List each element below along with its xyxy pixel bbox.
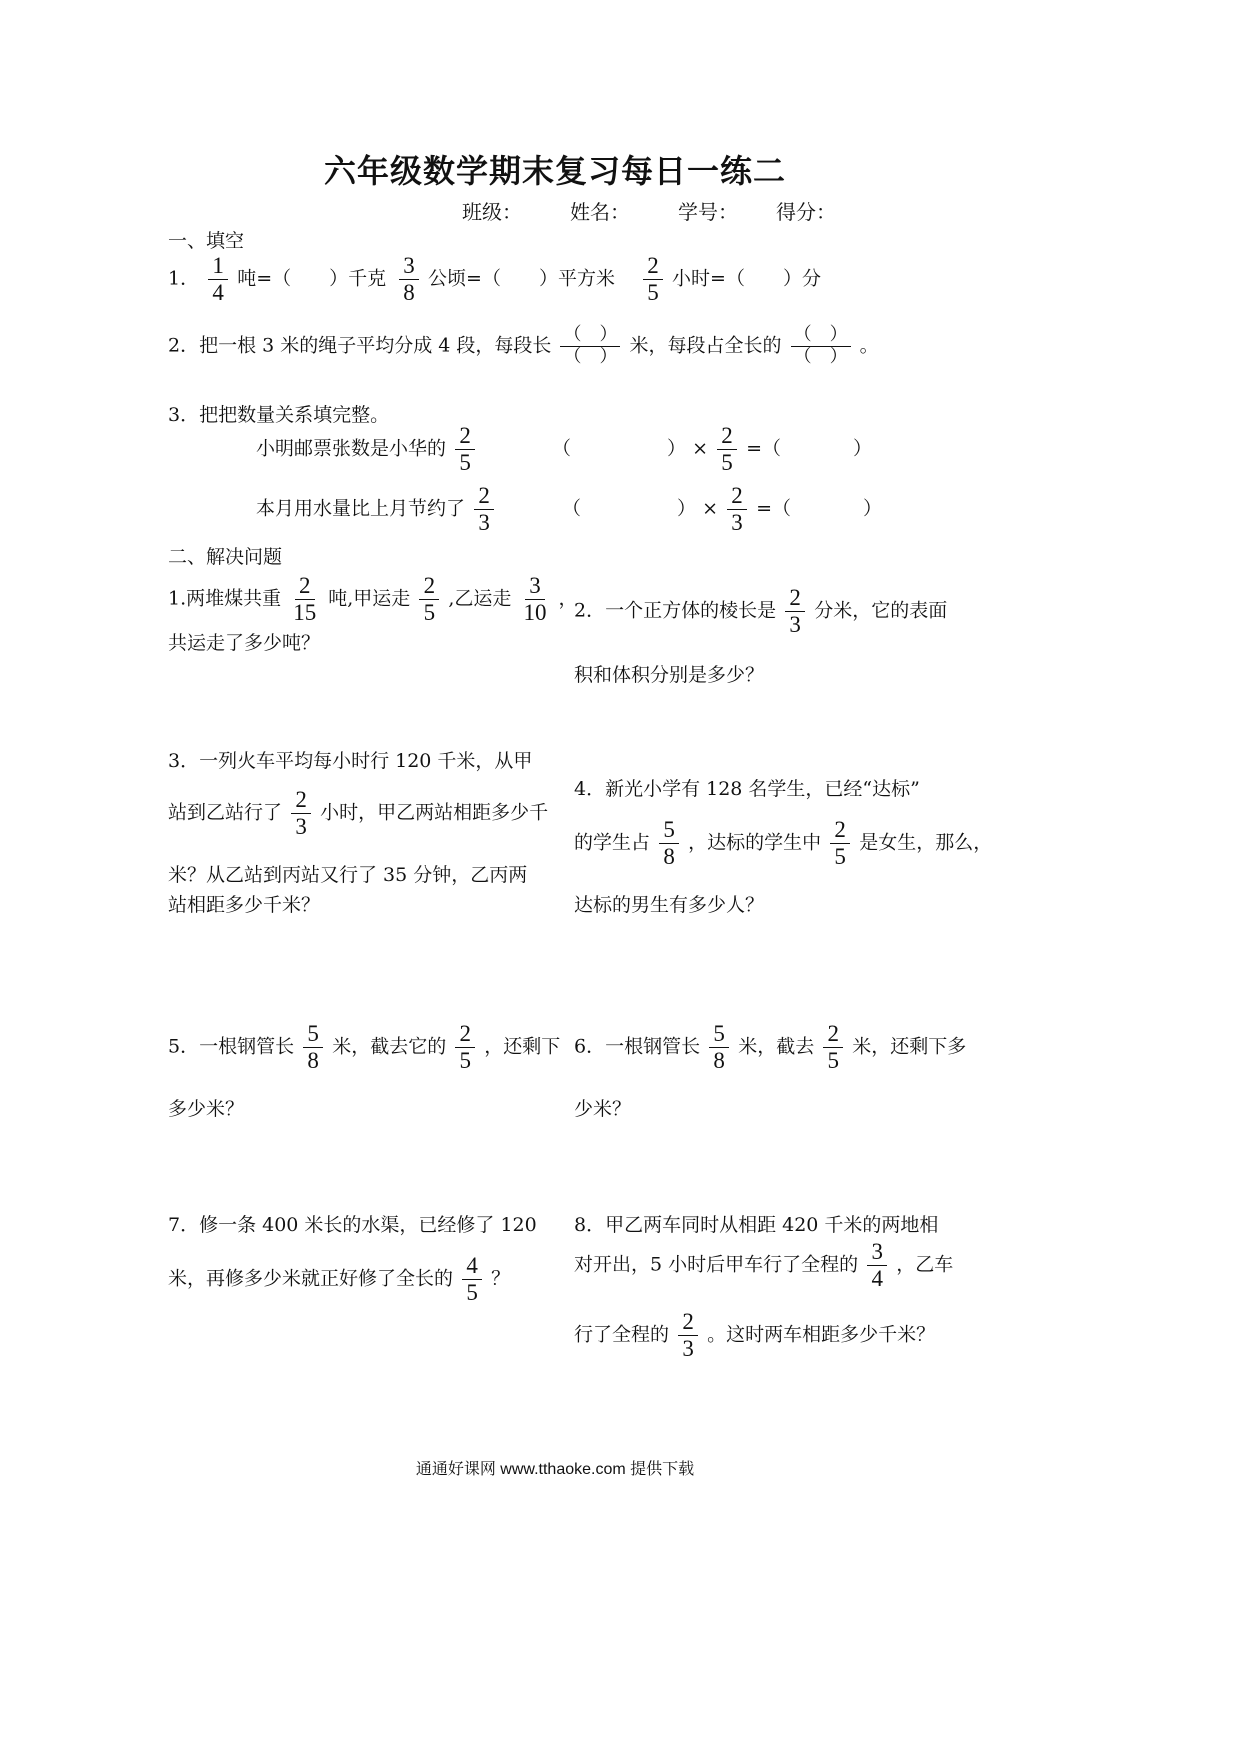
question-3-row-1-equation: （ ） × $\frac{2}{5}$ =（ ） (552, 423, 873, 476)
problem-4-line-2: 的学生占 $\frac{5}{8}$ ，达标的学生中 $\frac{2}{5}$ 是女生，那么， (574, 817, 993, 870)
question-2: 2．把一根 3 米的绳子平均分成 4 段，每段长 $\frac{( )}{( )}$ 米，每段占全长的 $\frac{( )}{( )}$ 。 (168, 324, 879, 367)
problem-4-line-3: 达标的男生有多少人？ (574, 894, 765, 916)
fraction: $\frac{2}{5}$ (830, 818, 850, 869)
problem-3-line-3: 米？从乙站到丙站又行了 35 分钟，乙丙两 (168, 864, 528, 886)
fraction: $\frac{2}{5}$ (823, 1022, 843, 1073)
problem-8-line-3: 行了全程的 $\frac{2}{3}$ 。这时两车相距多少千米？ (574, 1309, 936, 1362)
student-number-field-label: 学号： (678, 200, 738, 224)
problem-1-line-2: 共运走了多少吨？ (168, 632, 321, 654)
fraction: $\frac{2}{3}$ (785, 586, 805, 637)
fraction: $\frac{2}{3}$ (678, 1310, 698, 1361)
problem-3-line-2: 站到乙站行了 $\frac{2}{3}$ 小时，甲乙两站相距多少千 (168, 787, 549, 840)
problem-5-line-2: 多少米？ (168, 1098, 245, 1120)
problem-6: 6．一根钢管长 $\frac{5}{8}$ 米，截去 $\frac{2}{5}$ 米，还剩下多 (574, 1021, 967, 1074)
fraction: $\frac{3}{8}$ (399, 254, 419, 305)
question-1-part-a: 1． $\frac{1}{4}$ 吨=（ ）千克 (168, 253, 387, 306)
fraction: $\frac{2}{3}$ (291, 788, 311, 839)
footer-credit: 通通好课网 www.tthaoke.com 提供下载 (415, 1461, 695, 1478)
fraction: $\frac{2}{5}$ (455, 1022, 475, 1073)
fraction: $\frac{2}{3}$ (474, 484, 494, 535)
problem-7-line-2: 米，再修多少米就正好修了全长的 $\frac{4}{5}$ ？ (168, 1253, 511, 1306)
fraction: $\frac{2}{3}$ (727, 484, 747, 535)
question-number: 1． (168, 267, 200, 290)
problem-3-line-4: 站相距多少千米？ (168, 894, 321, 916)
fraction: $\frac{5}{8}$ (659, 818, 679, 869)
problem-2: 2．一个正方体的棱长是 $\frac{2}{3}$ 分米，它的表面 (574, 585, 948, 638)
fraction: $\frac{2}{15}$ (293, 573, 317, 626)
section-heading-word-problems: 二、解决问题 (168, 546, 283, 568)
fraction: $\frac{5}{8}$ (709, 1022, 729, 1073)
score-field-label: 得分： (776, 200, 836, 224)
fraction: $\frac{3}{4}$ (867, 1240, 887, 1291)
blank-fraction: $\frac{( )}{( )}$ (560, 326, 620, 367)
question-3: 3．把把数量关系填完整。 (168, 404, 390, 426)
blank-fraction: $\frac{( )}{( )}$ (791, 326, 851, 367)
section-heading-fill-blank: 一、填空 (168, 230, 245, 252)
problem-6-line-2: 少米？ (574, 1098, 632, 1120)
fraction: $\frac{5}{8}$ (303, 1022, 323, 1073)
problem-3: 3．一列火车平均每小时行 120 千米，从甲 (168, 750, 533, 772)
fraction: $\frac{4}{5}$ (462, 1254, 482, 1305)
problem-7: 7．修一条 400 米长的水渠，已经修了 120 (168, 1214, 537, 1236)
problem-1: 1.两堆煤共重 $\frac{2}{15}$ 吨,甲运走 $\frac{2}{5}$ ,乙运走 $\frac{3}{10}$ ， (168, 573, 578, 626)
problem-8: 8．甲乙两车同时从相距 420 千米的两地相 (574, 1214, 939, 1236)
question-3-row-2-label: 本月用水量比上月节约了 $\frac{2}{3}$ (256, 484, 497, 535)
class-field-label: 班级： (462, 200, 522, 224)
problem-4: 4．新光小学有 128 名学生，已经“达标” (574, 778, 920, 800)
question-1-part-c: $\frac{2}{5}$ 小时=（ ）分 (640, 254, 821, 305)
problem-5: 5．一根钢管长 $\frac{5}{8}$ 米，截去它的 $\frac{2}{5}$ ，还剩下 (168, 1021, 561, 1074)
question-1-part-b: $\frac{3}{8}$ 公顷=（ ）平方米 (396, 254, 615, 305)
fraction: $\frac{2}{5}$ (643, 254, 663, 305)
fraction: $\frac{2}{5}$ (419, 574, 439, 625)
fraction: $\frac{2}{5}$ (717, 424, 737, 475)
fraction: $\frac{3}{10}$ (523, 573, 547, 626)
problem-2-line-2: 积和体积分别是多少？ (574, 664, 765, 686)
problem-8-line-2: 对开出，5 小时后甲车行了全程的 $\frac{3}{4}$ ，乙车 (574, 1239, 954, 1292)
question-3-row-1-label: 小明邮票张数是小华的 $\frac{2}{5}$ (256, 424, 478, 475)
page-title: 六年级数学期末复习每日一练二 (323, 152, 786, 190)
fraction: $\frac{2}{5}$ (455, 424, 475, 475)
name-field-label: 姓名： (570, 200, 630, 224)
fraction: $\frac{1}{4}$ (208, 254, 228, 305)
question-3-row-2-equation: （ ） × $\frac{2}{3}$ =（ ） (562, 483, 883, 536)
